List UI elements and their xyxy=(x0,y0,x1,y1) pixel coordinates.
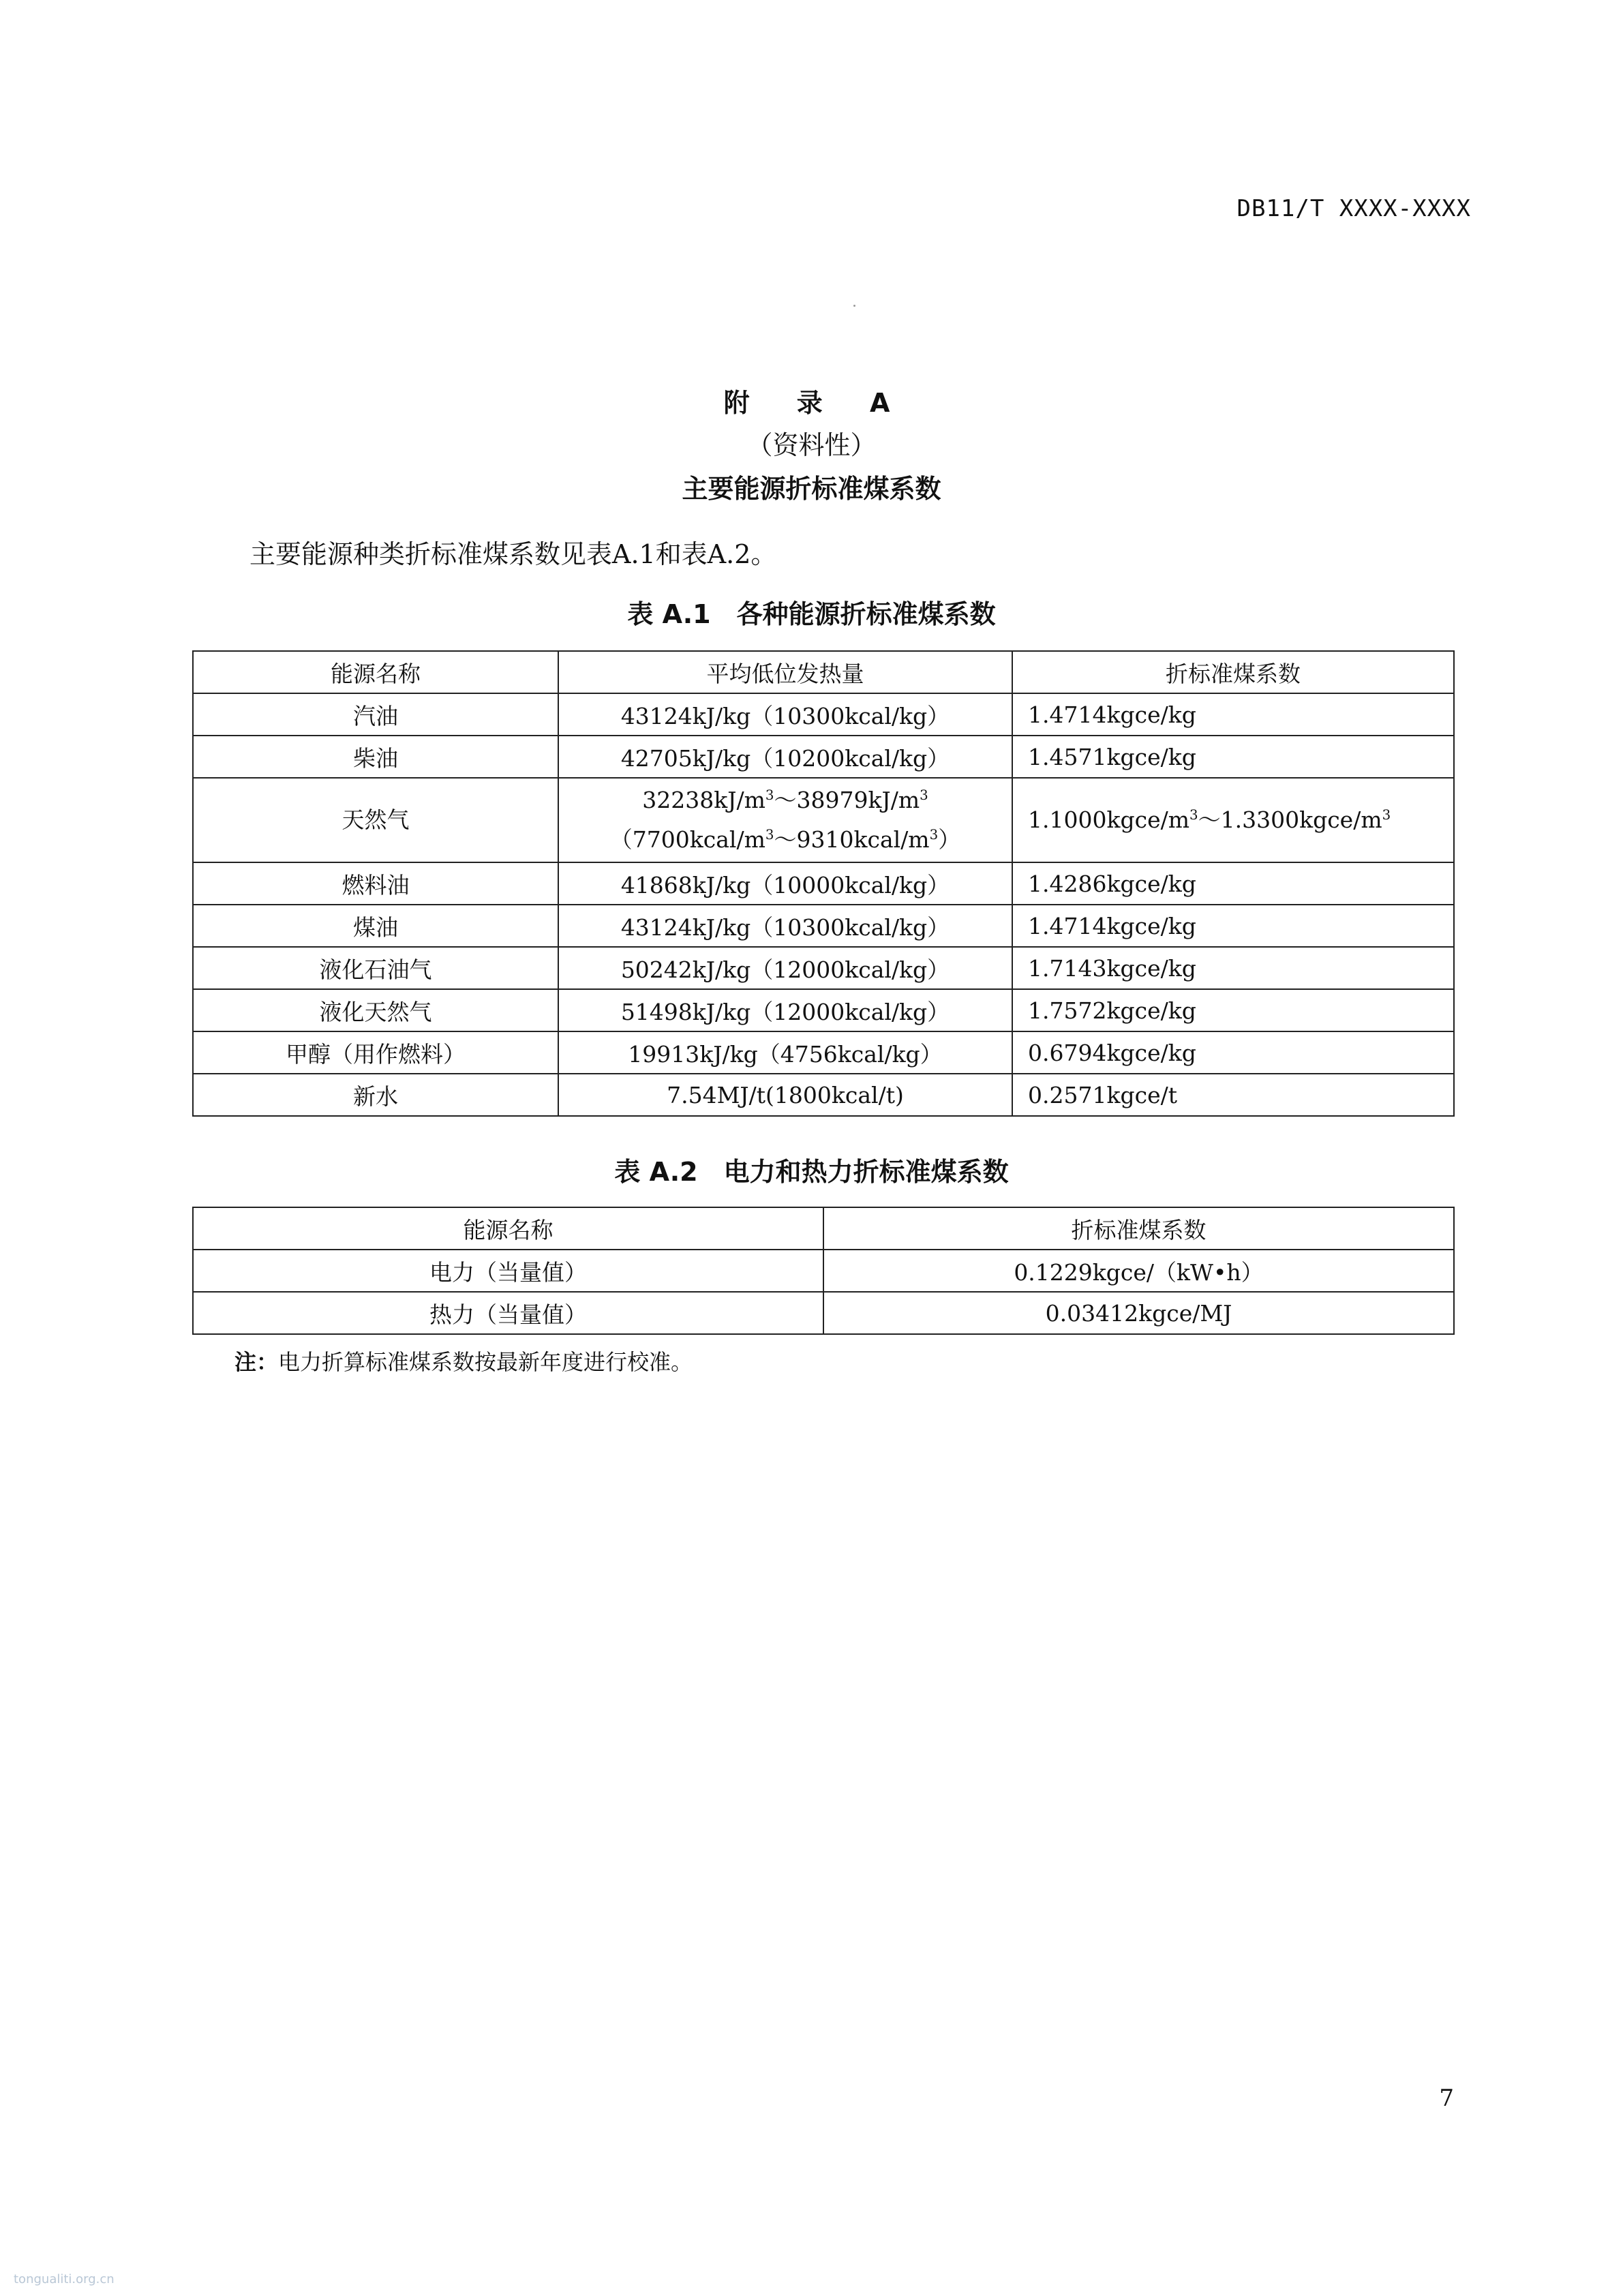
table-a1 xyxy=(192,650,1455,1117)
scan-speck xyxy=(853,305,855,307)
table-a2 xyxy=(192,1207,1455,1335)
energy-name-cell: 汽油 xyxy=(193,693,558,736)
heat-value-cell: 41868kJ/kg（10000kcal/kg） xyxy=(558,862,1012,905)
column-header: 能源名称 xyxy=(193,1207,823,1250)
table-row xyxy=(193,1074,1454,1116)
heat-value-cell: 51498kJ/kg（12000kcal/kg） xyxy=(558,989,1012,1031)
table-a1-caption: 表 A.1 各种能源折标准煤系数 xyxy=(627,599,996,629)
energy-name-cell: 燃料油 xyxy=(193,862,558,905)
table-row xyxy=(193,1031,1454,1074)
table-row xyxy=(193,778,1454,862)
coefficient-cell: $1.1000kgce/m^3\sim 1.3300kgce/m^3$ xyxy=(1012,778,1454,862)
coefficient-cell: 1.4714kgce/kg xyxy=(1012,905,1454,947)
column-header: 平均低位发热量 xyxy=(558,651,1012,693)
coefficient-cell: 1.4714kgce/kg xyxy=(1012,693,1454,736)
energy-name-cell: 热力（当量值） xyxy=(193,1292,823,1334)
energy-name-cell: 天然气 xyxy=(193,778,558,862)
table-row xyxy=(193,905,1454,947)
note-text: 电力折算标准煤系数按最新年度进行校准。 xyxy=(278,1349,693,1375)
column-header: 能源名称 xyxy=(193,651,558,693)
document-code: DB11/T XXXX-XXXX xyxy=(1237,195,1471,222)
energy-name-cell: 新水 xyxy=(193,1074,558,1116)
table-row xyxy=(193,947,1454,989)
table-a2-caption: 表 A.2 电力和热力折标准煤系数 xyxy=(614,1157,1009,1187)
energy-name-cell: 液化石油气 xyxy=(193,947,558,989)
column-header: 折标准煤系数 xyxy=(1012,651,1454,693)
energy-name-cell: 煤油 xyxy=(193,905,558,947)
energy-name-cell: 甲醇（用作燃料） xyxy=(193,1031,558,1074)
coefficient-cell: 1.7572kgce/kg xyxy=(1012,989,1454,1031)
coefficient-cell: 0.6794kgce/kg xyxy=(1012,1031,1454,1074)
energy-name-cell: 柴油 xyxy=(193,736,558,778)
coefficient-cell: 0.03412kgce/MJ xyxy=(823,1292,1454,1334)
coefficient-cell: 1.4571kgce/kg xyxy=(1012,736,1454,778)
table-row xyxy=(193,736,1454,778)
coefficient-cell: 0.1229kgce/（kW•h） xyxy=(823,1250,1454,1292)
page-number: 7 xyxy=(1439,2085,1454,2112)
heat-value-cell: 50242kJ/kg（12000kcal/kg） xyxy=(558,947,1012,989)
table-row xyxy=(193,1292,1454,1334)
heat-value-cell: 19913kJ/kg（4756kcal/kg） xyxy=(558,1031,1012,1074)
heat-value-cell: 43124kJ/kg（10300kcal/kg） xyxy=(558,693,1012,736)
heat-value-cell xyxy=(558,778,1012,862)
appendix-nature: （资料性） xyxy=(746,430,877,460)
table-header-row xyxy=(193,651,1454,693)
coefficient-cell: 0.2571kgce/t xyxy=(1012,1074,1454,1116)
table-row xyxy=(193,989,1454,1031)
heat-value-cell: 7.54MJ/t(1800kcal/t) xyxy=(558,1074,1012,1116)
table-row xyxy=(193,862,1454,905)
heat-value-cell: 42705kJ/kg（10200kcal/kg） xyxy=(558,736,1012,778)
column-header: 折标准煤系数 xyxy=(823,1207,1454,1250)
table-row xyxy=(193,693,1454,736)
heat-value-line-2: $(7700kcal/m^3\sim 9310kcal/m^3)$ xyxy=(609,826,961,853)
table-row xyxy=(193,1250,1454,1292)
table-note xyxy=(234,1345,693,1376)
energy-name-cell: 液化天然气 xyxy=(193,989,558,1031)
watermark: tongualiti.org.cn xyxy=(14,2272,115,2286)
coefficient-cell: 1.4286kgce/kg xyxy=(1012,862,1454,905)
heat-value-line-1: $32238kJ/m^3\sim 38979kJ/m^3$ xyxy=(642,787,928,813)
energy-name-cell: 电力（当量值） xyxy=(193,1250,823,1292)
appendix-heading: 主要能源折标准煤系数 xyxy=(682,474,941,504)
table-header-row xyxy=(193,1207,1454,1250)
heat-value-cell: 43124kJ/kg（10300kcal/kg） xyxy=(558,905,1012,947)
intro-paragraph: 主要能源种类折标准煤系数见表A.1和表A.2。 xyxy=(249,539,777,569)
appendix-title: 附 录 A xyxy=(723,388,900,418)
note-label: 注： xyxy=(234,1349,279,1375)
coefficient-cell: 1.7143kgce/kg xyxy=(1012,947,1454,989)
